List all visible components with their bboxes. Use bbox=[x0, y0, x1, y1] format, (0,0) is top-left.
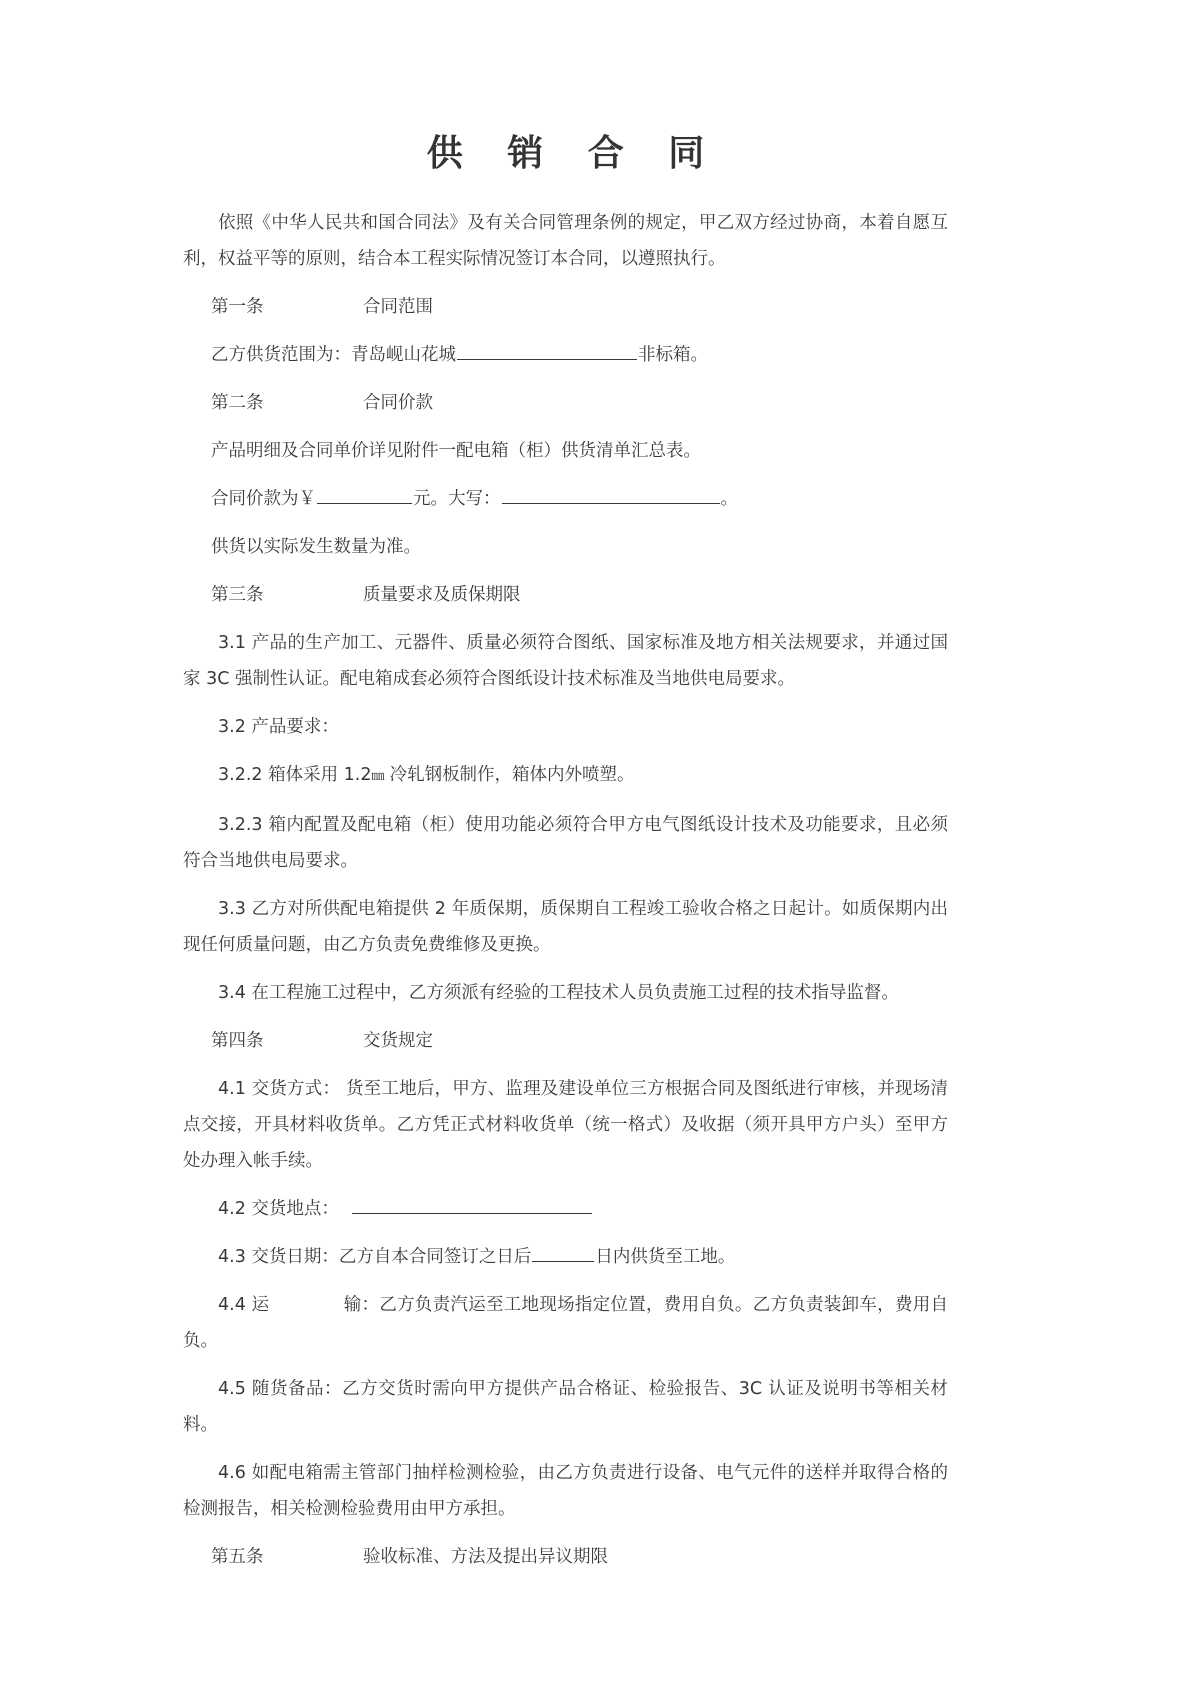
section-4-4-paragraph bbox=[183, 1287, 948, 1359]
clause-heading-2 bbox=[183, 385, 948, 421]
section-4-5-paragraph: 4.5 随货备品：乙方交货时需向甲方提供产品合格证、检验报告、3C 认证及说明书等相关材料。 bbox=[183, 1378, 948, 1435]
clause-heading-5 bbox=[183, 1539, 948, 1575]
delivery-days-blank[interactable] bbox=[532, 1244, 594, 1262]
clause-title-1: 合同范围 bbox=[363, 296, 433, 317]
quantity-note-paragraph: 供货以实际发生数量为准。 bbox=[211, 536, 421, 557]
clause-number-2: 第二条 bbox=[211, 392, 264, 413]
section-4-3-suffix: 日内供货至工地。 bbox=[595, 1246, 736, 1267]
supply-scope-blank[interactable] bbox=[457, 342, 637, 360]
clause-number-5: 第五条 bbox=[211, 1546, 264, 1567]
supply-scope-prefix: 乙方供货范围为：青岛岘山花城 bbox=[211, 344, 456, 365]
section-3-2-paragraph: 3.2 产品要求： bbox=[218, 716, 339, 737]
page-title: 供 销 合 同 bbox=[426, 133, 721, 174]
clause-heading-4 bbox=[183, 1023, 948, 1059]
section-4-2-label: 4.2 交货地点： bbox=[218, 1198, 339, 1219]
section-3-4-paragraph: 3.4 在工程施工过程中，乙方须派有经验的工程技术人员负责施工过程的技术指导监督。 bbox=[218, 982, 899, 1003]
price-amount-paragraph bbox=[183, 481, 948, 517]
section-3-2-2-paragraph bbox=[183, 757, 948, 795]
clause-heading-1 bbox=[183, 289, 948, 325]
section-3-2-2-text-b: 冷轧钢板制作，箱体内外喷塑。 bbox=[384, 764, 635, 785]
section-4-4-label2: 输： bbox=[343, 1294, 380, 1315]
clause-heading-3 bbox=[183, 577, 948, 613]
clause-title-2: 合同价款 bbox=[363, 392, 433, 413]
price-amount-prefix: 合同价款为￥ bbox=[211, 488, 316, 509]
price-amount-blank[interactable] bbox=[317, 486, 412, 504]
section-3-3-paragraph: 3.3 乙方对所供配电箱提供 2 年质保期，质保期自工程竣工验收合格之日起计。如质保期内出现任何质量问题，由乙方负责免费维修及更换。 bbox=[183, 898, 948, 955]
price-amount-mid: 元。大写： bbox=[413, 488, 501, 509]
price-words-blank[interactable] bbox=[502, 486, 720, 504]
supply-scope-paragraph bbox=[183, 337, 948, 373]
section-4-2-paragraph bbox=[183, 1191, 948, 1227]
section-3-2-3-paragraph: 3.2.3 箱内配置及配电箱（柜）使用功能必须符合甲方电气图纸设计技术及功能要求，且必须符合当地供电局要求。 bbox=[183, 814, 948, 871]
clause-number-1: 第一条 bbox=[211, 296, 264, 317]
clause-title-4: 交货规定 bbox=[363, 1030, 433, 1051]
section-3-2-2-text-a: 3.2.2 箱体采用 1.2 bbox=[218, 764, 372, 785]
price-detail-paragraph: 产品明细及合同单价详见附件一配电箱（柜）供货清单汇总表。 bbox=[211, 440, 701, 461]
supply-scope-suffix: 非标箱。 bbox=[638, 344, 708, 365]
section-4-3-paragraph bbox=[183, 1239, 948, 1275]
section-4-4-label: 4.4 运 bbox=[218, 1294, 270, 1315]
clause-number-4: 第四条 bbox=[211, 1030, 264, 1051]
section-4-4-text: 乙方负责汽运至工地现场指定位置，费用自负。乙方负责装卸车，费用自负。 bbox=[183, 1294, 949, 1351]
clause-number-3: 第三条 bbox=[211, 584, 264, 605]
clause-title-3: 质量要求及质保期限 bbox=[363, 584, 521, 605]
section-3-1-paragraph: 3.1 产品的生产加工、元器件、质量必须符合图纸、国家标准及地方相关法规要求，并通过国家 3C 强制性认证。配电箱成套必须符合图纸设计技术标准及当地供电局要求。 bbox=[183, 632, 948, 689]
price-amount-suffix: 。 bbox=[720, 488, 738, 509]
delivery-location-blank[interactable] bbox=[352, 1196, 592, 1214]
section-4-3-prefix: 4.3 交货日期：乙方自本合同签订之日后 bbox=[218, 1246, 532, 1267]
document-content bbox=[183, 130, 948, 1587]
preamble-paragraph: 依照《中华人民共和国合同法》及有关合同管理条例的规定，甲乙双方经过协商，本着自愿互利，权益平等的原则，结合本工程实际情况签订本合同，以遵照执行。 bbox=[183, 212, 948, 269]
millimeter-unit: ㎜ bbox=[371, 768, 384, 784]
clause-title-5: 验收标准、方法及提出异议期限 bbox=[363, 1546, 608, 1567]
section-4-6-paragraph: 4.6 如配电箱需主管部门抽样检测检验，由乙方负责进行设备、电气元件的送样并取得合格的检测报告，相关检测检验费用由甲方承担。 bbox=[183, 1462, 948, 1519]
section-4-1-paragraph: 4.1 交货方式： 货至工地后，甲方、监理及建设单位三方根据合同及图纸进行审核，并现场清点交接，开具材料收货单。乙方凭正式材料收货单（统一格式）及收据（须开具甲方户头）至甲方处办理入帐手续。 bbox=[183, 1078, 948, 1171]
